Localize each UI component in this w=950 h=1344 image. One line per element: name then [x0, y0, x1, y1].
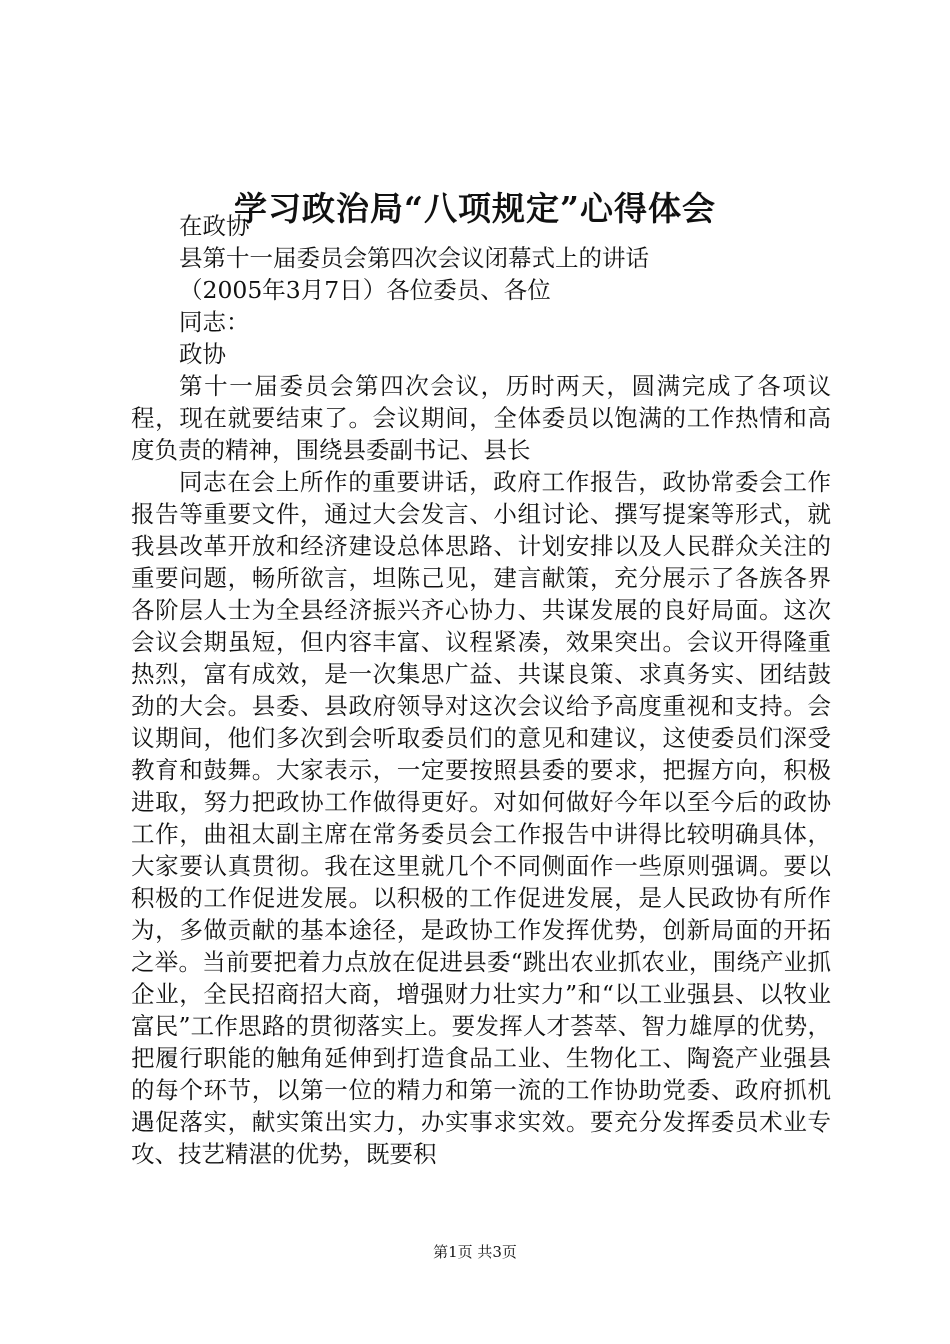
intro-line: 在政协 [179, 212, 250, 240]
intro-line: 政协 [179, 340, 226, 368]
body-paragraph: 第十一届委员会第四次会议，历时两天，圆满完成了各项议程，现在就要结束了。会议期间，全体委员以饱满的工作热情和高度负责的精神，围绕县委副书记、县长 [131, 372, 831, 464]
intro-line: （2005年3月7日）各位委员、各位 [179, 276, 551, 304]
page-footer: 第1页 共3页 [433, 1243, 517, 1261]
document-body [131, 210, 831, 1170]
intro-line: 县第十一届委员会第四次会议闭幕式上的讲话 [179, 244, 649, 272]
body-paragraph: 同志在会上所作的重要讲话，政府工作报告，政协常委会工作报告等重要文件，通过大会发言、小组讨论、撰写提案等形式，就我县改革开放和经济建设总体思路、计划安排以及人民群众关注的重要问题，畅所欲言，坦陈己见，建言献策，充分展示了各族各界各阶层人士为全县经济振兴齐心协力、共谋发展的良好局面。这次会议会期虽短，但内容丰富、议程紧凑，效果突出。会议开得隆重热烈，富有成效，是一次集思广益、共谋良策、求真务实、团结鼓劲的大会。县委、县政府领导对这次会议给予高度重视和支持。会议期间，他们多次到会听取委员们的意见和建议，这使委员们深受教育和鼓舞。大家表示，一定要按照县委的要求，把握方向，积极进取，努力把政协工作做得更好。对如何做好今年以至今后的政协工作，曲祖太副主席在常务委员会工作报告中讲得比较明确具体，大家要认真贯彻。我在这里就几个不同侧面作一些原则强调。要以积极的工作促进发展。以积极的工作促进发展，是人民政协有所作为，多做贡献的基本途径，是政协工作发挥优势，创新局面的开拓之举。当前要把着力点放在促进县委“跳出农业抓农业，围绕产业抓企业，全民招商招大商，增强财力壮实力”和“以工业强县、以牧业富民”工作思路的贯彻落实上。要发挥人才荟萃、智力雄厚的优势，把履行职能的触角延伸到打造食品工业、生物化工、陶瓷产业强县的每个环节，以第一位的精力和第一流的工作协助党委、政府抓机遇促落实，献实策出实力，办实事求实效。要充分发挥委员术业专攻、技艺精湛的优势，既要积 [131, 468, 831, 1168]
document-title: 学习政治局“八项规定”心得体会 [234, 189, 716, 228]
intro-line: 同志： [179, 308, 250, 336]
